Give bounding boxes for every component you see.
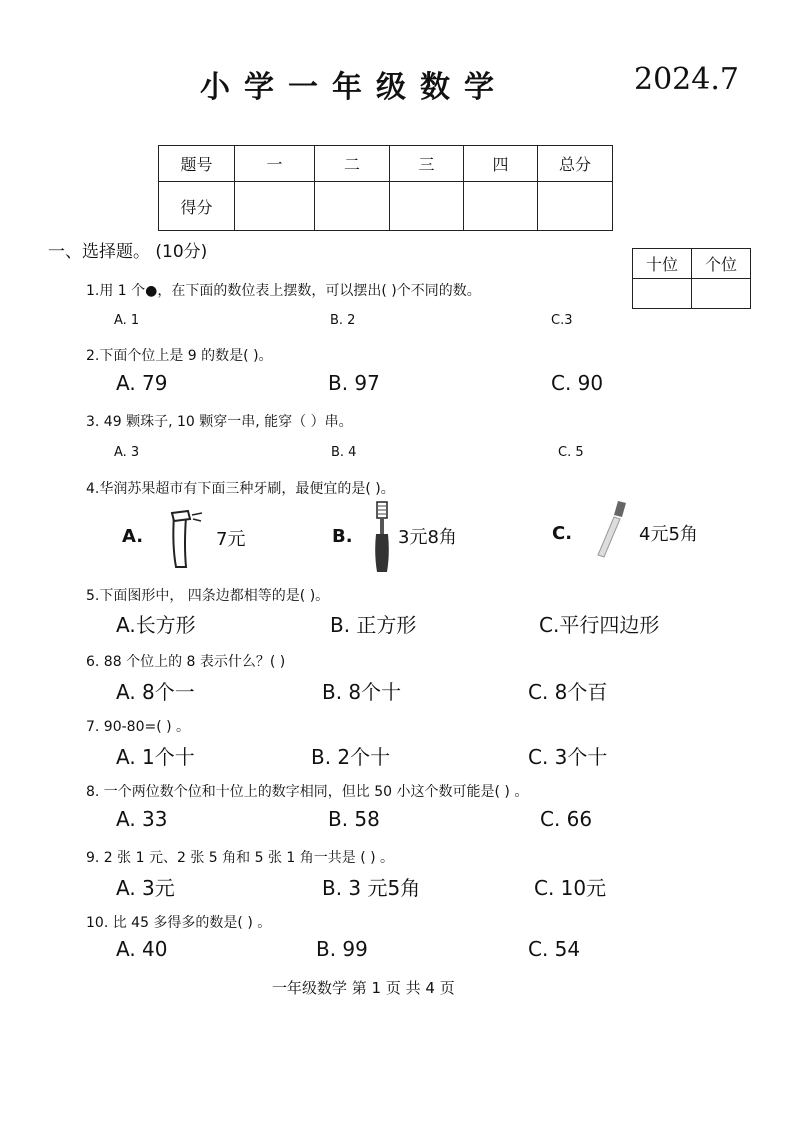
- price-c: 4元5角: [639, 524, 698, 545]
- option-c: C. 10元: [534, 876, 607, 900]
- option-a: A. 1: [114, 313, 140, 328]
- option-a: A. 33: [116, 807, 168, 831]
- score-header-cell: 四: [464, 146, 538, 182]
- score-header-cell: 总分: [538, 146, 613, 182]
- score-cell: [464, 182, 538, 231]
- question-text: 9. 2 张 1 元、2 张 5 角和 5 张 1 角一共是 ( ) 。: [86, 850, 395, 866]
- score-cell: [390, 182, 464, 231]
- ones-cell: [692, 279, 751, 309]
- question-text: 2.下面个位上是 9 的数是( )。: [86, 348, 273, 364]
- option-c: C.3: [551, 313, 573, 328]
- ones-header: 个位: [692, 249, 751, 279]
- score-cell: [538, 182, 613, 231]
- place-value-table: [632, 248, 751, 309]
- option-c: C. 66: [540, 807, 593, 831]
- option-a: A. 40: [116, 937, 168, 961]
- score-row-label: 得分: [159, 182, 235, 231]
- section-title: 一、选择题。 (10分): [48, 242, 208, 262]
- question-text: 4.华润苏果超市有下面三种牙刷，最便宜的是( )。: [86, 481, 395, 497]
- score-cell: [315, 182, 390, 231]
- option-c: C. 54: [528, 937, 581, 961]
- tens-cell: [633, 279, 692, 309]
- question-text: 6. 88 个位上的 8 表示什么？( ): [86, 654, 286, 670]
- score-header-cell: 三: [390, 146, 464, 182]
- option-b: B. 4: [331, 445, 357, 460]
- option-a: A. 3: [114, 445, 140, 460]
- option-c: C. 8个百: [528, 680, 608, 704]
- price-a: 7元: [216, 529, 246, 550]
- question-text: 1.用 1 个●，在下面的数位表上摆数，可以摆出( )个不同的数。: [86, 283, 481, 299]
- tens-header: 十位: [633, 249, 692, 279]
- option-a: A. 3元: [116, 876, 175, 900]
- toothbrush-a-icon: [160, 505, 208, 570]
- option-b: B. 2: [330, 313, 356, 328]
- option-b: B. 2个十: [311, 745, 391, 769]
- option-a: A. 1个十: [116, 745, 195, 769]
- score-header-cell: 题号: [159, 146, 235, 182]
- option-c: C. 5: [558, 445, 584, 460]
- option-c: C. 90: [551, 371, 604, 395]
- option-a: A.长方形: [116, 613, 196, 637]
- option-a: A.: [122, 526, 144, 547]
- option-b: B. 99: [316, 937, 368, 961]
- question-text: 10. 比 45 多得多的数是( ) 。: [86, 915, 272, 931]
- price-b: 3元8角: [398, 527, 457, 548]
- score-cell: [235, 182, 315, 231]
- page-footer: 一年级数学 第 1 页 共 4 页: [272, 979, 455, 997]
- option-a: A. 79: [116, 371, 168, 395]
- option-b: B. 8个十: [322, 680, 402, 704]
- option-b: B. 3 元5角: [322, 876, 421, 900]
- question-text: 5.下面图形中， 四条边都相等的是( )。: [86, 588, 330, 604]
- page-title: 小学一年级数学: [200, 70, 508, 105]
- option-a: A. 8个一: [116, 680, 195, 704]
- score-header-cell: 一: [235, 146, 315, 182]
- option-b: B.: [332, 526, 353, 547]
- question-text: 7. 90-80=( ) 。: [86, 719, 191, 735]
- option-c: C.平行四边形: [539, 613, 660, 637]
- score-header-cell: 二: [315, 146, 390, 182]
- option-c: C. 3个十: [528, 745, 608, 769]
- question-text: 8. 一个两位数个位和十位上的数字相同，但比 50 小这个数可能是( ) 。: [86, 784, 529, 800]
- toothbrush-b-icon: [368, 500, 398, 574]
- question-text: 3. 49 颗珠子, 10 颗穿一串, 能穿（ ）串。: [86, 414, 353, 430]
- option-b: B. 97: [328, 371, 380, 395]
- toothbrush-c-icon: [592, 497, 632, 559]
- option-b: B. 正方形: [330, 613, 417, 637]
- option-c: C.: [552, 523, 573, 544]
- score-table: [158, 145, 613, 231]
- exam-date: 2024.7: [634, 62, 739, 97]
- option-b: B. 58: [328, 807, 380, 831]
